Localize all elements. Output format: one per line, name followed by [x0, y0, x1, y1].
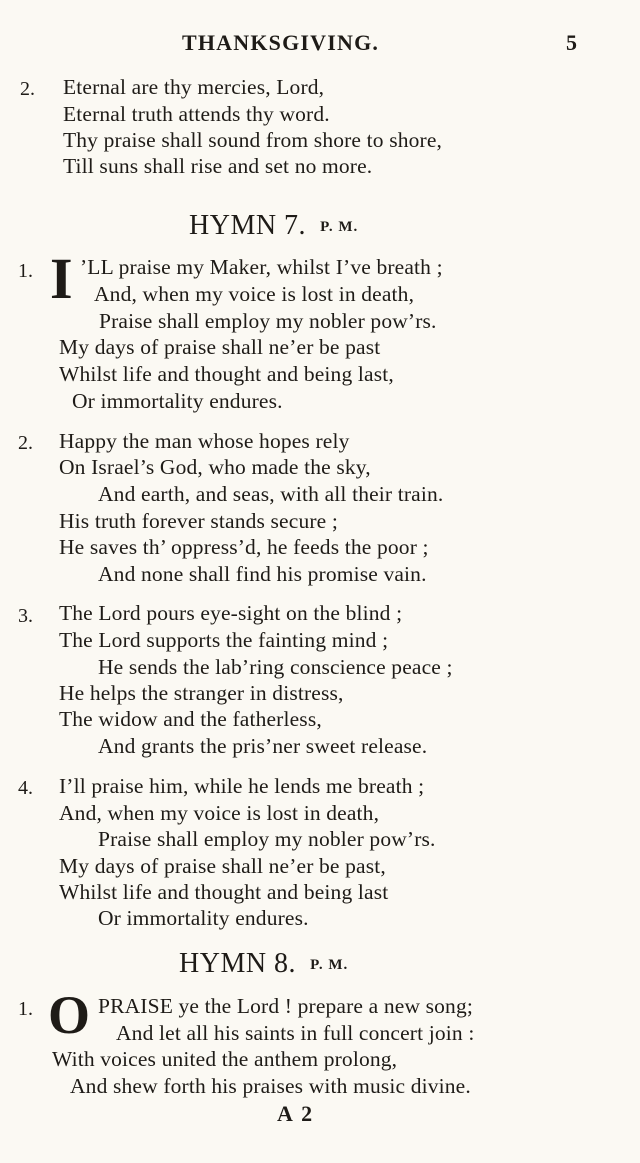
verse-line: Till suns shall rise and set no more. — [63, 154, 373, 178]
stanza-number: 2. — [18, 432, 33, 454]
page-number: 5 — [566, 30, 577, 55]
verse-line: He sends the lab’ring conscience peace ; — [98, 655, 453, 679]
hymn-8-title — [179, 948, 348, 981]
verse-line: My days of praise shall ne’er be past — [59, 335, 381, 359]
verse-line: Praise shall employ my nobler pow’rs. — [99, 309, 437, 333]
hymn-meter: P. M. — [320, 219, 359, 235]
verse-line: On Israel’s God, who made the sky, — [59, 455, 371, 479]
hymn-7-title — [189, 210, 358, 243]
verse-line: Or immortality endures. — [98, 906, 309, 930]
verse-line: Eternal truth attends thy word. — [63, 102, 330, 126]
verse-line: Whilst life and thought and being last, — [59, 362, 394, 386]
hymn-meter: P. M. — [310, 957, 349, 973]
verse-line: And let all his saints in full concert join : — [116, 1021, 475, 1045]
verse-line: I’ll praise him, while he lends me breath ; — [59, 774, 425, 798]
verse-line: His truth forever stands secure ; — [59, 509, 338, 533]
verse-line: Happy the man whose hopes rely — [59, 429, 350, 453]
verse-line: PRAISE ye the Lord ! prepare a new song; — [98, 994, 473, 1018]
stanza-number: 4. — [18, 777, 33, 799]
verse-line: And grants the pris’ner sweet release. — [98, 734, 428, 758]
verse-line: He saves th’ oppress’d, he feeds the poor ; — [59, 535, 429, 559]
stanza-number: 1. — [18, 998, 33, 1020]
hymn-title-text: HYMN 8. — [179, 948, 297, 979]
drop-cap: O — [48, 985, 91, 1045]
verse-line: Thy praise shall sound from shore to shore, — [63, 128, 443, 152]
verse-line: And earth, and seas, with all their train. — [98, 482, 444, 506]
verse-line: And shew forth his praises with music divine. — [70, 1074, 471, 1098]
verse-line: With voices united the anthem prolong, — [52, 1047, 398, 1071]
stanza-number: 3. — [18, 605, 33, 627]
signature-mark: A 2 — [277, 1101, 315, 1126]
verse-line: And none shall find his promise vain. — [98, 562, 427, 586]
hymn-title-text: HYMN 7. — [189, 210, 307, 241]
verse-line: The Lord supports the fainting mind ; — [59, 628, 389, 652]
verse-line: Whilst life and thought and being last — [59, 880, 389, 904]
verse-line: The widow and the fatherless, — [59, 707, 322, 731]
verse-line: And, when my voice is lost in death, — [59, 801, 380, 825]
verse-line: Eternal are thy mercies, Lord, — [63, 75, 325, 99]
verse-line: The Lord pours eye-sight on the blind ; — [59, 601, 403, 625]
verse-line: He helps the stranger in distress, — [59, 681, 344, 705]
verse-line: Or immortality endures. — [72, 389, 283, 413]
drop-cap: I — [50, 246, 73, 311]
verse-line: My days of praise shall ne’er be past, — [59, 854, 386, 878]
verse-line: ’LL praise my Maker, whilst I’ve breath ; — [80, 255, 443, 279]
verse-line: And, when my voice is lost in death, — [94, 282, 415, 306]
running-head: THANKSGIVING. — [182, 30, 380, 55]
verse-line: Praise shall employ my nobler pow’rs. — [98, 827, 436, 851]
stanza-number: 2. — [20, 78, 35, 100]
stanza-number: 1. — [18, 260, 33, 282]
